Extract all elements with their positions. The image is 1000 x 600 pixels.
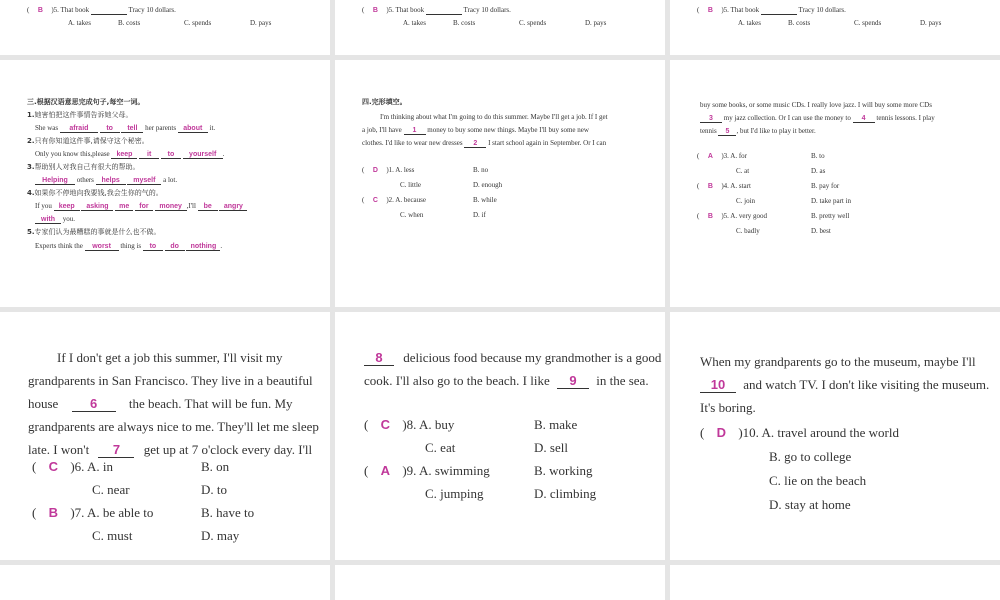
slide-bottom-left (0, 565, 330, 600)
q6-option-c: C. near (92, 482, 130, 497)
q9-option-d: D. climbing (534, 486, 597, 501)
option-d: D. pays (920, 19, 942, 27)
question-3: ( A )3. A. for (697, 152, 748, 160)
blank (426, 7, 462, 15)
option-d: D. pays (585, 19, 607, 27)
item-2-english: Only you know this,please keep it to yourself . (35, 150, 225, 158)
passage-line-j: It's boring. (700, 400, 756, 415)
passage-line-f: 8 delicious food because my grandmother is a good (364, 350, 661, 366)
q3-option-c: C. at (736, 167, 750, 175)
slide-passage-10 (670, 312, 1000, 560)
slide-top-middle (335, 0, 665, 55)
slide-bottom-right (670, 565, 1000, 600)
blank (761, 7, 797, 15)
passage-line-g: cook. I'll also go to the beach. I like 9 in the sea. (364, 373, 649, 388)
q5-option-b: B. pretty well (811, 212, 850, 220)
q9-option-c: C. jumping (425, 486, 484, 501)
answer-5: B (37, 7, 43, 14)
item-2-chinese: 2.只有你知道这件事,请保守这个秘密。 (27, 137, 149, 145)
option-a: A. takes (738, 19, 761, 27)
question-7: ( B )7. A. be able to (32, 505, 154, 520)
q2-option-d: D. if (473, 211, 486, 219)
question-8: ( C )8. A. buy (364, 417, 455, 432)
item-1-chinese: 1.她害怕把这件事情告诉她父母。 (27, 111, 133, 119)
option-a: A. takes (68, 19, 91, 27)
option-b: B. costs (453, 19, 476, 27)
q4-option-c: C. join (736, 197, 756, 205)
passage-line-6: tennis 5 , but I'd like to play it better. (700, 127, 816, 135)
q10-option-b: B. go to college (769, 449, 852, 464)
item-4-chinese: 4.如果你不停地向我要钱,我会生你的气的。 (27, 189, 163, 197)
option-d: D. pays (250, 19, 272, 27)
item-4-english: If you keep asking me for money ,I'll be angry (35, 203, 247, 211)
slide-bottom-middle (335, 565, 665, 600)
q2-option-c: C. when (400, 211, 424, 219)
q9-option-b: B. working (534, 463, 593, 478)
question-5-stem: )5. That book (386, 6, 425, 14)
passage-line-b: grandparents in San Francisco. They live in a beautiful (28, 373, 313, 388)
question-9: ( A )9. A. swimming (364, 463, 490, 478)
item-3-english: Helping others helps myself a lot. (35, 177, 177, 185)
q1-option-c: C. little (400, 181, 421, 189)
answer-5: B (372, 7, 378, 14)
q3-option-d: D. as (811, 167, 826, 175)
option-b: B. costs (118, 19, 141, 27)
question-5-tail: Tracy 10 dollars. (798, 6, 846, 14)
item-4-english-cont: with you. (35, 216, 75, 224)
q7-option-c: C. must (92, 528, 133, 543)
slide-section-3 (0, 60, 330, 307)
slide-section-4 (335, 60, 665, 307)
slide-top-right (670, 0, 1000, 55)
q8-option-d: D. sell (534, 440, 568, 455)
passage-line-e: late. I won't 7 get up at 7 o'clock every day. I'll (28, 442, 313, 457)
question-5-stem: )5. That book (51, 6, 90, 14)
passage-line-d: grandparents are always nice to me. They'll let me sleep (28, 419, 319, 434)
q8-option-c: C. eat (425, 440, 456, 455)
passage-line-3: clothes. I'd like to wear new dresses 2 I start school again in September. Or I can (362, 139, 607, 147)
slide-section-4-cont (670, 60, 1000, 307)
passage-line-5: 3 my jazz collection. Or I can use the money to 4 tennis lessons. I play (700, 115, 935, 123)
blank (91, 7, 127, 15)
option-a: A. takes (403, 19, 426, 27)
q4-option-d: D. take part in (811, 197, 852, 205)
q5-option-d: D. best (811, 227, 831, 235)
item-5-chinese: 5.专家们认为最糟糕的事就是什么也不做。 (27, 228, 161, 236)
q3-option-b: B. to (811, 152, 825, 160)
slide-passage-8-9 (335, 312, 665, 560)
q6-option-b: B. on (201, 459, 230, 474)
question-5-tail: Tracy 10 dollars. (128, 6, 176, 14)
question-5-row: ( B )5. That book Tracy 10 dollars. (27, 6, 176, 14)
item-5-english: Experts think the worst thing is to do nothing . (35, 242, 223, 250)
item-3-chinese: 3.帮助别人对我自己有很大的帮助。 (27, 163, 140, 171)
question-4: ( B )4. A. start (697, 182, 751, 190)
passage-line-i: 10 and watch TV. I don't like visiting the museum. (700, 377, 989, 393)
question-1: ( D )1. A. less (362, 166, 415, 174)
question-5-stem: )5. That book (721, 6, 760, 14)
q1-option-b: B. no (473, 166, 489, 174)
option-c: C. spends (184, 19, 212, 27)
question-2: ( C )2. A. because (362, 196, 426, 204)
question-5-tail: Tracy 10 dollars. (463, 6, 511, 14)
question-5-row: ( B )5. That book Tracy 10 dollars. (697, 6, 846, 14)
passage-line-a: If I don't get a job this summer, I'll visit my (57, 350, 283, 365)
question-6: ( C )6. A. in (32, 459, 113, 474)
q1-option-d: D. enough (473, 181, 503, 189)
q10-option-d: D. stay at home (769, 497, 851, 512)
passage-line-c: house 6 the beach. That will be fun. My (28, 396, 293, 411)
q7-option-d: D. may (201, 528, 240, 543)
option-c: C. spends (854, 19, 882, 27)
section-3-title: 三.根据汉语意思完成句子,每空一词。 (27, 98, 145, 106)
q7-option-b: B. have to (201, 505, 255, 520)
q10-option-c: C. lie on the beach (769, 473, 867, 488)
question-5-row: ( B )5. That book Tracy 10 dollars. (362, 6, 511, 14)
passage-line-4: buy some books, or some music CDs. I really love jazz. I will buy some more CDs (700, 101, 932, 109)
q4-option-b: B. pay for (811, 182, 840, 190)
passage-line-2: a job, I'll have 1 money to buy some new things. Maybe I'll buy some new (362, 126, 589, 134)
passage-line-h: When my grandparents go to the museum, maybe I'll (700, 354, 976, 369)
q2-option-b: B. while (473, 196, 497, 204)
slide-top-left (0, 0, 330, 55)
passage-line-1: I'm thinking about what I'm going to do this summer. Maybe I'll get a job. If I get (380, 113, 608, 121)
slide-passage-6-7 (0, 312, 330, 560)
option-b: B. costs (788, 19, 811, 27)
answer-5: B (707, 7, 713, 14)
q5-option-c: C. badly (736, 227, 760, 235)
q6-option-d: D. to (201, 482, 227, 497)
question-10: ( D )10. A. travel around the world (700, 425, 899, 440)
item-1-english: She was afraid to tell her parents about it. (35, 124, 216, 132)
option-c: C. spends (519, 19, 547, 27)
q8-option-b: B. make (534, 417, 578, 432)
question-5: ( B )5. A. very good (697, 212, 768, 220)
section-4-title: 四.完形填空。 (362, 98, 407, 106)
